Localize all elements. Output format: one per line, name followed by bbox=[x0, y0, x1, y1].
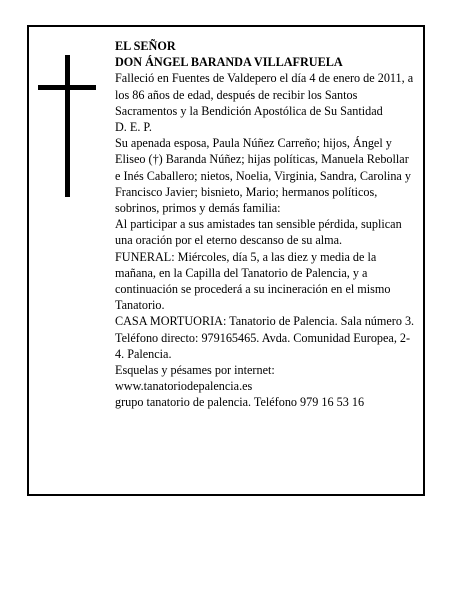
cross-icon bbox=[65, 55, 70, 197]
obituary-text bbox=[115, 38, 415, 411]
prayer-request: Al participar a sus amistades tan sensible pérdida, suplican una oración por el eterno descanso de su alma. bbox=[115, 217, 402, 248]
footer-line: grupo tanatorio de palencia. Teléfono 979 16 53 16 bbox=[115, 395, 365, 410]
mortuary-info: CASA MORTUORIA: Tanatorio de Palencia. Sala número 3. Teléfono directo: 979165465. Avda. Comunidad Europea, 2-4. Palencia. bbox=[115, 314, 415, 361]
condolences-line: Esquelas y pésames por internet: bbox=[115, 363, 275, 378]
family-list: Su apenada esposa, Paula Núñez Carreño; hijos, Ángel y Eliseo (†) Baranda Núñez; hijas políticas, Manuela Rebollar e Inés Caballero; nietos, Noelia, Virginia, Sandra, Carolina y Francisco Javier; bisnieto, Mario; hermanos políticos, sobrinos, primos y demás familia: bbox=[115, 136, 411, 216]
death-notice: Falleció en Fuentes de Valdepero el día 4 de enero de 2011, a los 86 años de edad, después de recibir los Santos Sacramentos y la Bendición Apostólica de Su Santidad bbox=[115, 71, 414, 118]
dep-line: D. E. P. bbox=[115, 120, 152, 135]
obituary-title: EL SEÑOR bbox=[115, 39, 176, 53]
website-link[interactable]: www.tanatoriodepalencia.es bbox=[115, 379, 253, 394]
cross-icon-crossbar bbox=[38, 85, 96, 90]
deceased-name: DON ÁNGEL BARANDA VILLAFRUELA bbox=[115, 55, 343, 70]
funeral-info: FUNERAL: Miércoles, día 5, a las diez y media de la mañana, en la Capilla del Tanatorio de Palencia, y a continuación se procederá a su incineración en el mismo Tanatorio. bbox=[115, 249, 391, 313]
